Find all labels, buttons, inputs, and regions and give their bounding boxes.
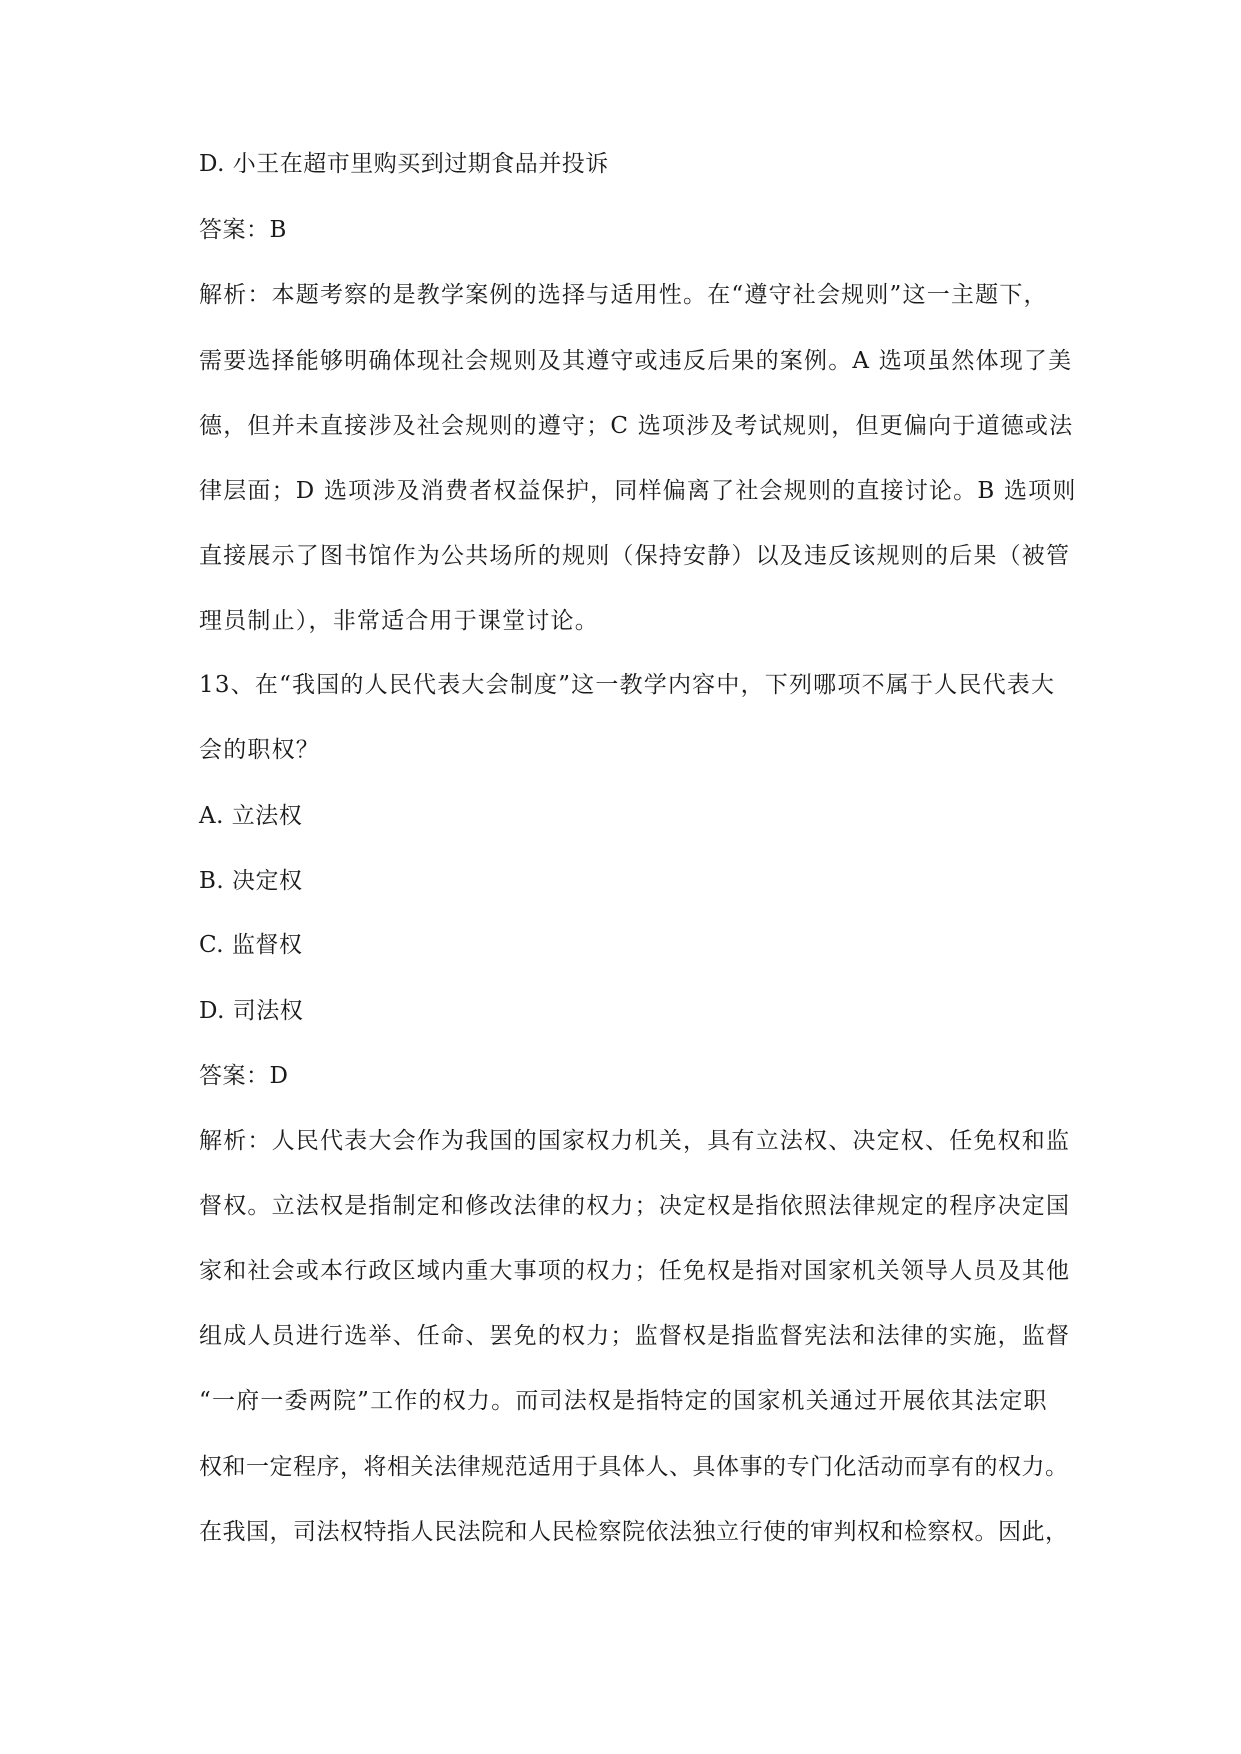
q13-explanation-line: 督权。立法权是指制定和修改法律的权力；决定权是指依照法律规定的程序决定国 (199, 1193, 1071, 1219)
q13-option-c: C. 监督权 (199, 932, 303, 958)
q13-answer: 答案：D (199, 1063, 289, 1089)
q13-option-d: D. 司法权 (199, 998, 304, 1024)
q12-explanation-line: 理员制止），非常适合用于课堂讨论。 (199, 608, 599, 634)
q13-explanation-line: 解析：人民代表大会作为我国的国家权力机关，具有立法权、决定权、任免权和监 (199, 1128, 1071, 1154)
q12-answer: 答案：B (199, 217, 287, 243)
q13-explanation-line: 在我国，司法权特指人民法院和人民检察院依法独立行使的审判权和检察权。因此， (199, 1519, 1069, 1545)
q13-explanation-line: “一府一委两院”工作的权力。而司法权是指特定的国家机关通过开展依其法定职 (199, 1388, 1048, 1414)
q12-option-d: D. 小王在超市里购买到过期食品并投诉 (199, 151, 609, 177)
q13-option-a: A. 立法权 (199, 803, 303, 829)
q12-explanation-line: 律层面；D 选项涉及消费者权益保护，同样偏离了社会规则的直接讨论。B 选项则 (199, 478, 1077, 504)
q12-explanation-line: 直接展示了图书馆作为公共场所的规则（保持安静）以及违反该规则的后果（被管 (199, 543, 1071, 569)
q13-option-b: B. 决定权 (199, 868, 303, 894)
q12-explanation-line: 需要选择能够明确体现社会规则及其遵守或违反后果的案例。A 选项虽然体现了美 (199, 348, 1073, 374)
q13-explanation-line: 组成人员进行选举、任命、罢免的权力；监督权是指监督宪法和法律的实施，监督 (199, 1323, 1071, 1349)
q13-question-line: 会的职权？ (199, 737, 320, 763)
q12-explanation-line: 解析：本题考察的是教学案例的选择与适用性。在“遵守社会规则”这一主题下， (199, 282, 1048, 308)
q13-question-line: 13、在“我国的人民代表大会制度”这一教学内容中，下列哪项不属于人民代表大 (199, 672, 1056, 698)
q13-explanation-line: 家和社会或本行政区域内重大事项的权力；任免权是指对国家机关领导人员及其他 (199, 1258, 1071, 1284)
q12-explanation-line: 德，但并未直接涉及社会规则的遵守；C 选项涉及考试规则，但更偏向于道德或法 (199, 413, 1074, 439)
q13-explanation-line: 权和一定程序，将相关法律规范适用于具体人、具体事的专门化活动而享有的权力。 (199, 1454, 1069, 1480)
